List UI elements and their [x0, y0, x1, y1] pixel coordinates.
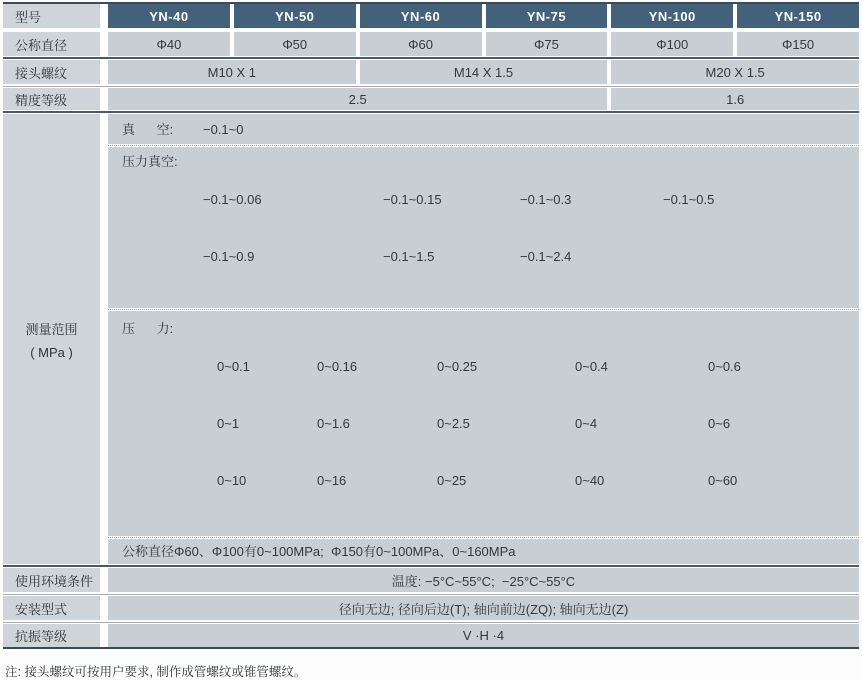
- footnote: 注: 接头螺纹可按用户要求, 制作成管螺纹或锥管螺纹。: [5, 665, 307, 679]
- row-model: [3, 4, 859, 28]
- environment-cells: [108, 568, 859, 592]
- thread-cells: [108, 60, 859, 84]
- pv-range-group: −0.1~0.3 −0.1~2.4: [520, 192, 572, 264]
- diameter-cell: Φ50: [234, 32, 356, 56]
- row-thread: [3, 60, 859, 84]
- vacuum-subrow: [108, 114, 859, 144]
- pressure-label: 压 力:: [122, 321, 174, 336]
- model-header-cell: YN-50: [234, 4, 356, 28]
- measuring-range-body: [108, 114, 859, 564]
- diameter-cells: [108, 32, 859, 56]
- pressure-range-group: 0~0.25 0~2.5 0~25: [437, 359, 478, 488]
- row-label-thread: 接头螺纹: [3, 60, 100, 84]
- vacuum-value: −0.1~0: [203, 121, 244, 137]
- pv-range-group: −0.1~0.5: [663, 192, 715, 207]
- row-label-measuring-range: [3, 114, 100, 564]
- vibration-value: V ·H ·4: [108, 624, 859, 647]
- environment-value: 温度: −5°C~55°C; −25°C~55°C: [108, 568, 859, 592]
- dotted-divider: [108, 144, 859, 147]
- table-bottom-border: [3, 647, 859, 649]
- row-label-vibration: 抗振等级: [3, 624, 100, 647]
- pressure-range-group: 0~0.16 0~1.6 0~16: [317, 359, 358, 488]
- vacuum-label: 真 空:: [122, 121, 174, 137]
- model-header-cell: YN-40: [108, 4, 230, 28]
- vibration-cells: [108, 624, 859, 647]
- accuracy-cell: 1.6: [611, 88, 859, 110]
- diameter-cell: Φ60: [360, 32, 482, 56]
- spec-table: [3, 2, 859, 649]
- row-environment: [3, 568, 859, 592]
- pressure-vacuum-label: 压力真空:: [122, 154, 178, 169]
- accuracy-cell: 2.5: [108, 88, 607, 110]
- model-header-cell: YN-75: [486, 4, 608, 28]
- pressure-range-group: 0~0.1 0~1 0~10: [217, 359, 250, 488]
- thread-cell: M14 X 1.5: [360, 60, 608, 84]
- mounting-value: 径向无边; 径向后边(T); 轴向前边(ZQ); 轴向无边(Z): [108, 596, 859, 620]
- accuracy-cells: [108, 88, 859, 110]
- row-mounting: [3, 596, 859, 620]
- row-label-mounting: 安装型式: [3, 596, 100, 620]
- thread-cell: M20 X 1.5: [611, 60, 859, 84]
- measuring-range-label: 测量范围: [25, 321, 78, 337]
- diameter-cell: Φ150: [737, 32, 859, 56]
- dotted-divider: [108, 536, 859, 539]
- pressure-range-group: 0~0.4 0~4 0~40: [575, 359, 608, 488]
- diameter-cell: Φ75: [486, 32, 608, 56]
- model-header-cell: YN-60: [360, 4, 482, 28]
- model-header-cell: YN-150: [737, 4, 859, 28]
- thread-cell: M10 X 1: [108, 60, 356, 84]
- pv-range-group: −0.1~0.15 −0.1~1.5: [383, 192, 442, 264]
- mounting-cells: [108, 596, 859, 620]
- pressure-range-group: 0~0.6 0~6 0~60: [708, 359, 741, 488]
- row-vibration: [3, 624, 859, 647]
- diameter-cell: Φ100: [611, 32, 733, 56]
- row-label-diameter: 公称直径: [3, 32, 100, 56]
- measuring-range-unit: ( MPa ): [30, 344, 73, 360]
- row-measuring-range: [3, 114, 859, 564]
- row-label-environment: 使用环境条件: [3, 568, 100, 592]
- model-header-cell: YN-100: [611, 4, 733, 28]
- model-header-cells: [108, 4, 859, 28]
- pressure-vacuum-subrow: [108, 147, 859, 308]
- row-diameter: [3, 32, 859, 56]
- range-note: 公称直径Φ60、Φ100有0~100MPa; Φ150有0~100MPa、0~160MPa: [122, 544, 516, 559]
- row-label-model: 型号: [3, 4, 100, 28]
- diameter-cell: Φ40: [108, 32, 230, 56]
- row-label-accuracy: 精度等级: [3, 88, 100, 110]
- row-accuracy: [3, 88, 859, 110]
- dotted-divider: [108, 308, 859, 311]
- pressure-subrow: [108, 311, 859, 536]
- pv-range-group: −0.1~0.06 −0.1~0.9: [203, 192, 262, 264]
